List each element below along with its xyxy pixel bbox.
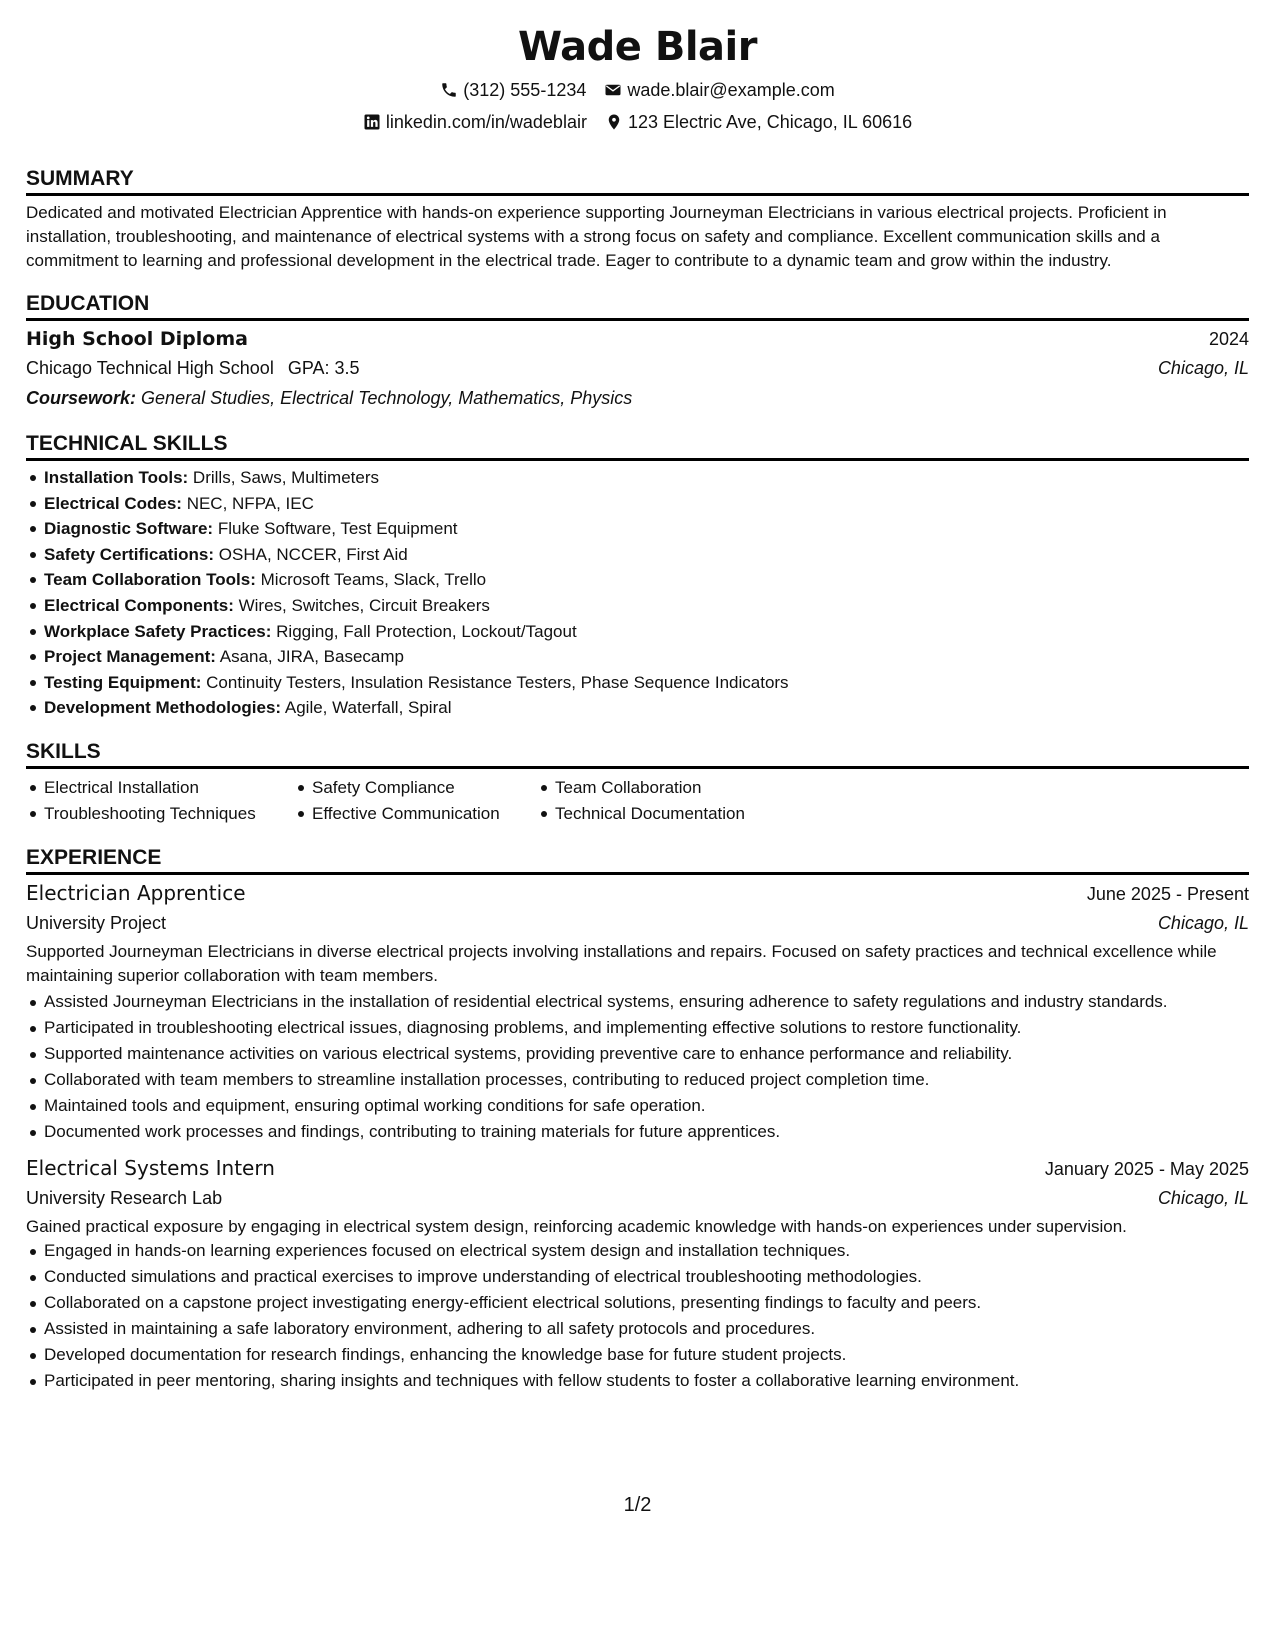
list-item [26,619,1249,645]
job-location: Chicago, IL [1157,1187,1249,1208]
list-item: Engaged in hands-on learning experiences focused on electrical system design and installation techniques. [26,1239,1249,1263]
experience-section [26,845,1249,1393]
phone-icon [440,81,458,99]
list-item: Supported maintenance activities on various electrical systems, providing preventive care to enhance performance and reliability. [26,1042,1249,1066]
job-org-row [26,908,1249,938]
job-entry [26,879,1249,1144]
skill-label: Team Collaboration Tools: [44,570,256,590]
list-item: Troubleshooting Techniques [26,801,294,827]
section-title: EDUCATION [26,291,1249,321]
list-item: Technical Documentation [537,801,797,827]
address-contact [605,110,912,134]
summary-section [26,166,1249,273]
list-item: Conducted simulations and practical exercises to improve understanding of electrical troubleshooting methodologies. [26,1265,1249,1289]
list-item [26,516,1249,542]
job-dates: January 2025 - May 2025 [1044,1158,1249,1179]
education-section [26,291,1249,413]
list-item: Maintained tools and equipment, ensuring optimal working conditions for safe operation. [26,1094,1249,1118]
resume-page [26,22,1249,1395]
linkedin-icon [363,113,381,131]
skill-value: Wires, Switches, Circuit Breakers [238,595,490,615]
skill-value: OSHA, NCCER, First Aid [218,544,408,564]
list-item [26,644,1249,670]
job-title: Electrician Apprentice [26,880,246,905]
list-item: Electrical Installation [26,775,294,801]
skill-value: Drills, Saws, Multimeters [192,468,380,487]
job-org: University Research Lab [26,1187,223,1208]
list-item: Team Collaboration [537,775,797,801]
coursework [26,383,1249,413]
job-header-row [26,879,1249,908]
skill-label: Project Management: [44,647,216,667]
skill-value: Agile, Waterfall, Spiral [284,698,452,718]
list-item [26,465,1249,491]
address-text: 123 Electric Ave, Chicago, IL 60616 [627,112,913,132]
skill-value: Continuity Testers, Insulation Resistance Testers, Phase Sequence Indicators [206,672,789,692]
skill-label: Testing Equipment: [44,672,202,692]
list-item [26,542,1249,568]
skill-label: Diagnostic Software: [44,519,214,539]
skill-label: Installation Tools: [44,468,189,487]
skill-label: Electrical Components: [44,595,234,615]
coursework-text: General Studies, Electrical Technology, Mathematics, Physics [141,388,633,408]
job-summary: Supported Journeyman Electricians in diverse electrical projects involving installations and repairs. Focused on safety practices and technical excellence while maintaining superior collaboration with team members. [26,941,1217,985]
list-item: Collaborated on a capstone project investigating energy-efficient electrical solutions, presenting findings to faculty and peers. [26,1291,1249,1315]
school-info [26,353,360,383]
list-item: Documented work processes and findings, contributing to training materials for future apprentices. [26,1120,1249,1144]
list-item [26,670,1249,696]
skill-value: NEC, NFPA, IEC [186,493,314,513]
list-item: Effective Communication [294,801,537,827]
job-dates: June 2025 - Present [1086,883,1249,904]
skill-value: Microsoft Teams, Slack, Trello [260,570,487,590]
job-entry [26,1154,1249,1393]
skill-label: Workplace Safety Practices: [44,621,272,641]
skill-value: Fluke Software, Test Equipment [217,519,458,539]
job-summary: Gained practical exposure by engaging in electrical system design, reinforcing academic knowledge with hands-on experiences under supervision. [26,1216,1127,1236]
linkedin-text: linkedin.com/in/wadeblair [385,112,587,132]
phone-contact[interactable] [440,78,586,102]
job-bullets [26,1239,1249,1393]
list-item: Developed documentation for research findings, enhancing the knowledge base for future student projects. [26,1343,1249,1367]
email-text: wade.blair@example.com [627,80,835,100]
technical-skills-section [26,431,1249,721]
contact-row-1 [26,78,1249,102]
job-org-row [26,1183,1249,1213]
skill-label: Development Methodologies: [44,698,282,718]
job-location: Chicago, IL [1157,912,1249,933]
envelope-icon [604,81,622,99]
education-header-row [26,325,1249,353]
job-org: University Project [26,912,167,933]
summary-text: Dedicated and motivated Electrician Apprentice with hands-on experience supporting Journeyman Electricians in various electrical projects. Proficient in installation, troubleshooting, and maintenance of electrical systems with a strong focus on safety and compliance. Excellent communication skills and a commitment to learning and professional development in the electrical trade. Eager to contribute to a dynamic team and grow within the industry. [26,203,1167,270]
candidate-name: Wade Blair [517,24,757,70]
section-title: SUMMARY [26,166,1249,196]
job-header-row [26,1154,1249,1183]
education-school-row [26,353,1249,383]
skill-value: Rigging, Fall Protection, Lockout/Tagout [276,621,577,641]
list-item: Assisted in maintaining a safe laboratory environment, adhering to all safety protocols and procedures. [26,1317,1249,1341]
list-item [26,695,1249,721]
list-item: Participated in troubleshooting electrical issues, diagnosing problems, and implementing effective solutions to restore functionality. [26,1016,1249,1040]
job-title: Electrical Systems Intern [26,1155,275,1180]
list-item [26,567,1249,593]
linkedin-contact[interactable] [363,110,587,134]
list-item [26,491,1249,517]
list-item: Participated in peer mentoring, sharing insights and techniques with fellow students to foster a collaborative learning environment. [26,1369,1249,1393]
list-item: Safety Compliance [294,775,537,801]
degree: High School Diploma [26,328,248,350]
school-name: Chicago Technical High School [26,358,274,378]
graduation-year: 2024 [1208,329,1249,349]
skill-value: Asana, JIRA, Basecamp [219,647,404,667]
section-title: EXPERIENCE [26,845,1249,875]
job-bullets [26,990,1249,1144]
school-location: Chicago, IL [1157,358,1249,378]
email-contact[interactable] [604,78,834,102]
section-title: TECHNICAL SKILLS [26,431,1249,461]
coursework-label: Coursework: [26,388,137,408]
skill-label: Electrical Codes: [44,493,182,513]
skills-grid [26,775,1249,827]
page-number: 1/2 [623,1494,652,1516]
list-item: Assisted Journeyman Electricians in the installation of residential electrical systems, ensuring adherence to safety regulations and industry standards. [26,990,1249,1014]
skill-label: Safety Certifications: [44,544,215,564]
section-title: SKILLS [26,739,1249,769]
list-item: Collaborated with team members to streamline installation processes, contributing to reduced project completion time. [26,1068,1249,1092]
phone-text: (312) 555-1234 [463,80,587,100]
contact-row-2 [26,110,1249,134]
gpa: GPA: 3.5 [287,358,360,378]
list-item [26,593,1249,619]
skills-section [26,739,1249,827]
technical-skills-list [26,465,1249,721]
map-pin-icon [605,113,623,131]
